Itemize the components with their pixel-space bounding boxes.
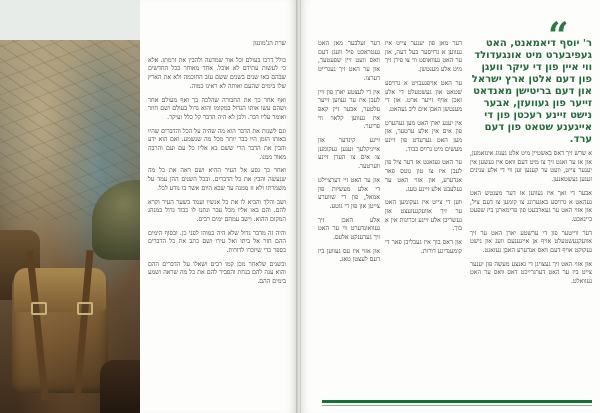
bottom-accent-rule <box>322 400 592 403</box>
text-column-middle <box>385 40 462 261</box>
column-paragraph: און ער האט זיי דערציילט די אלע מעשיות פון אמאל, פון די שווערע צייטן און פון די גוטע. <box>318 176 380 210</box>
column-paragraph: אין די לעצטע יארן פון זיין לעבן איז ער געווען זייער עלטער, אבער זיין קאפ איז געווען קלאר ווי פריער. <box>318 88 380 131</box>
column-paragraph: דער זעלבער מאן האט געטראכט פיל וועגן דעם וואס וועט זיין שפעטער, און ער האט זיך געגרייט דערצו. <box>318 40 380 82</box>
column-paragraph: דער ווייטער פון די ערשטע יארן האט ער זיך אוועקגעשטעלט אויף אן אייגענעם וועג און נישט געקוקט אויף דעם וואס אנדערע האבן געזאגט. <box>470 229 592 255</box>
column-paragraph: דער מאן פון יענער צייט איז געווען א גרויסער בעל דעה, און ער האט געוואוסט ווי צו פירן זיך מיט אלע מענטשן. <box>385 40 462 74</box>
left-text-paragraph: שרת הג'מונגון <box>253 40 286 47</box>
photo-buckle <box>77 302 93 315</box>
column-paragraph: ווען די צייט איז געקומען האט ער זיך אוועקגעזעצט און געשריבן אלע זיינע זכרונות אין א בוך. <box>385 199 462 233</box>
column-paragraph: אין יענע יארן האט מען געהערט פון אים אין אלע ערטער, און מען האט גערעדט פון זיינע מעשים מיט גרויס כבוד. <box>385 119 462 153</box>
left-text-paragraph: ושב והלך והביא לו את כל אנשיו ועמד בשער העיר וקרא להם. והם באו אליו מכל עבר ונתנו לו כבוד גדול כמנהג המקום ההוא. וישב עמהם ימים רבים. <box>148 198 286 223</box>
column-paragraph: און דאס בוך איז געבליבן פאר די קומענדיגע דורות. <box>385 239 462 255</box>
left-page-text-column <box>148 40 286 292</box>
column-paragraph: אלע האבן זיך געוואונדערט ווי ער האט זיך געדענקט אלעס. <box>318 216 380 242</box>
column-paragraph: ער האט אויפגעבויט א גרויסע שטאט און געשטעלט די אלע זאכן אויף זייער ארט. און די מענטשן האבן אים ליב געהאט. <box>385 79 462 113</box>
photo-top-band <box>0 0 140 40</box>
left-text-paragraph: כולל דרכו בעולם וכל אור שמדעה ולהבין את זרמתו. אלא כי לעשות עתידם לא אוכל. אחד מאוחר בכל החדשים שבהם באו שנים בשנים ששם עזב החוכמה ולא את הארץ שלו בימים שהעם ואותה לא ראינו כמוה. <box>148 56 286 90</box>
left-text-paragraph: ובשנים שלאחר מכן קמו רבים ושאלו על הדברים ההם והוא ענה להם בנחת והסביר להם את כל מה שראה ושמע בימים ההם. <box>148 260 286 286</box>
photo-boot <box>100 360 140 413</box>
column-paragraph: אבער די זאך איז געווען אז דער מענטש האט געהאט א גרויסע באגערונג צו קומען צו דעם ציל, און אזוי האט ער געארבעט פון פרימארגן ביז שפעט ביינאכט. <box>470 189 592 223</box>
quote-mark-icon: “ <box>548 15 569 57</box>
photo-military-gear <box>0 40 140 413</box>
column-paragraph: ער האט געזאגט אז דער ציל פון לעבן איז צו טון גוטס פאר אנדערע, און אזוי האט ער געלעבט אלע זיינע טעג. <box>385 159 462 193</box>
left-text-paragraph: ואחר כך נסע אל העיר ההיא ושם ראה את כל מה שנעשה והבין את כל הדברים. ובכל השנים ההן עמד על משמרתו ולא זז ממנה עד שבא היום אשר בו נודע לכל. <box>148 167 286 192</box>
left-text-paragraph: וגם לשנות את הדבר הוא מה שהיה על הכל והדברים שהיו באותו הזמן היו כבר יותר מכל מה שנשמע. ואם הוא ידע והבין את הדבר הרי ששם בא אליו כל עם ועם והרבה מאוד ממנו. <box>148 127 286 161</box>
column-paragraph: א שרש זיך דאס באשטיין מיט אלט גענוג אינזאמען, און אז ער זאגט זיך צו מיט דעם וואס איז געשען אין יענער צייט, וועט ער קענען זען ווי די אלע ענינים זענען געשטאנען. <box>470 150 592 184</box>
bottom-accent-rule-thin <box>322 405 592 406</box>
column-paragraph: און אזוי איז עס געווען ביז דעם לעצטן טאג. <box>318 247 380 264</box>
left-text-paragraph: והיה זה מדבר גדול שלא היה כמוהו לפני כן. ובסוף הימים ההם חזר אל ביתו ואל עירו ושם כתב את כל הדברים בספר כדי שיזכרו לדורות. <box>148 229 286 255</box>
left-page <box>0 0 296 413</box>
column-paragraph: זיינע קינדער און אייניקלעך זענען געקומען צו אים צו הערן זיינע ווערטער. <box>318 137 380 171</box>
text-column-left <box>318 40 380 270</box>
article-title: ר' יוסף דיאמאנט, האט געפיבערט מיט אונגעדולד ווי איין פון די עיקר וועגן פון דעם אלטן ארץ ישראל און דעם בריטישן מאנדאט זייער פון געוועזן, אבער נישט זיינע רעכטן פון די אייגענע שטאט פון דעם ערד. <box>471 38 592 145</box>
photo-buckle <box>31 302 47 315</box>
left-text-paragraph: ואף אחר כך את החבורה שהלכה כך ואף מעולם אחר ושהם עשו אותו הגדול במקומו והוא גדול בעולם ושם חוזר ואומר עליו דבר. ולכן לא היה הדבר קל כלל ועיקר. <box>148 96 286 121</box>
column-paragraph: און אזוי האט זיך געצויגן די גאנצע מעשה פון יענער צייט ביז ער האט דערגרייכט דאס וואס ער האט געוואלט. <box>470 260 592 286</box>
text-column-right <box>470 150 592 292</box>
